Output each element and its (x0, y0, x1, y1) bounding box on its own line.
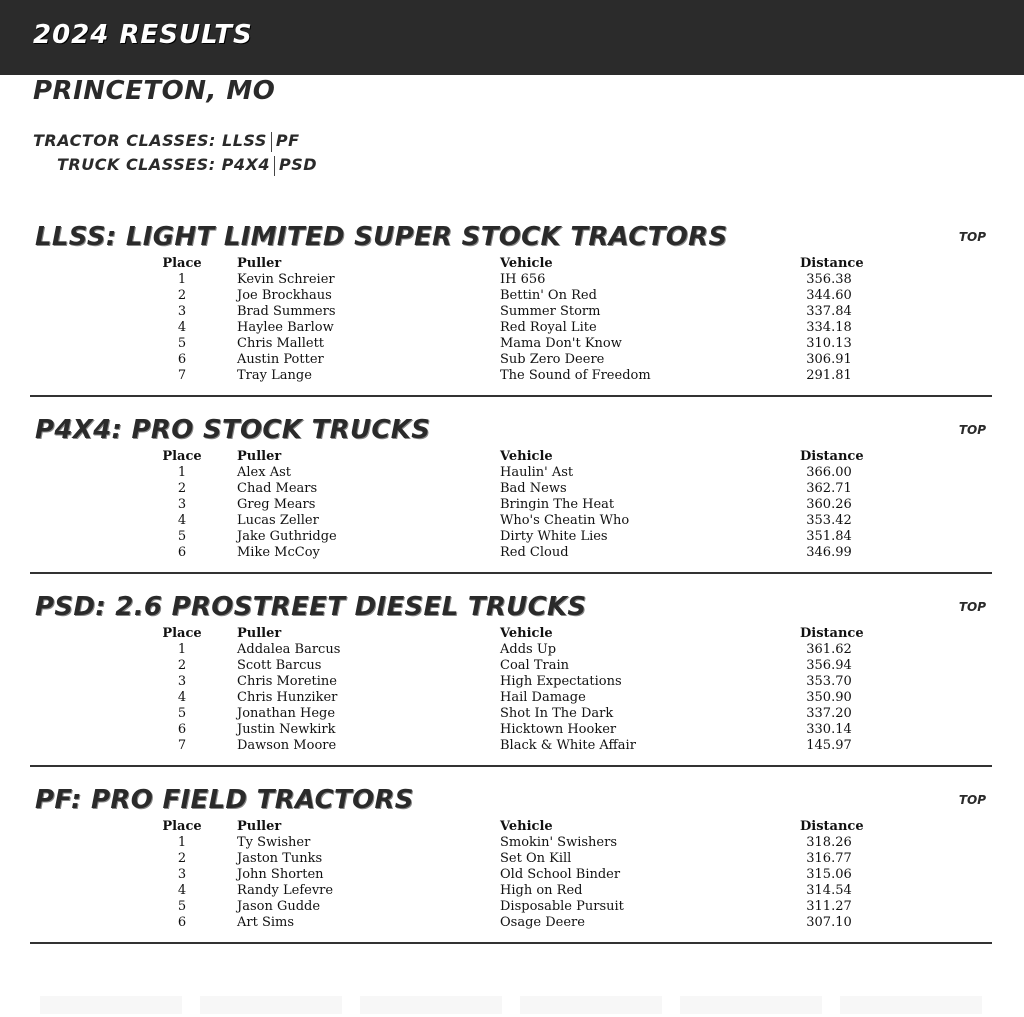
distance-header: Distance (800, 819, 864, 834)
distance-cell: 307.10 (806, 915, 852, 930)
table-header-row (30, 256, 992, 272)
back-to-top-link[interactable]: TOP (958, 793, 986, 807)
distance-cell: 314.54 (806, 883, 852, 898)
vehicle-cell: High on Red (500, 883, 583, 898)
distance-cell: 353.42 (806, 513, 852, 528)
distance-cell: 351.84 (806, 529, 852, 544)
puller-cell: John Shorten (237, 867, 324, 882)
table-row (30, 722, 992, 738)
distance-cell: 310.13 (806, 336, 852, 351)
puller-cell: Ty Swisher (237, 835, 311, 850)
section-divider (30, 395, 992, 397)
vehicle-cell: Shot In The Dark (500, 706, 614, 721)
place-cell: 3 (177, 867, 187, 882)
truck-class-nav (57, 155, 317, 176)
table-row (30, 352, 992, 368)
distance-header: Distance (800, 626, 864, 641)
class-link-psd[interactable]: PSD (279, 155, 318, 174)
place-cell: 2 (177, 481, 187, 496)
table-row (30, 513, 992, 529)
table-row (30, 658, 992, 674)
place-cell: 3 (177, 304, 187, 319)
table-row (30, 867, 992, 883)
puller-cell: Greg Mears (237, 497, 316, 512)
place-cell: 1 (177, 642, 187, 657)
distance-cell: 366.00 (806, 465, 852, 480)
place-cell: 5 (177, 529, 187, 544)
vehicle-cell: Sub Zero Deere (500, 352, 605, 367)
place-header: Place (162, 256, 202, 271)
table-row (30, 320, 992, 336)
distance-cell: 356.38 (806, 272, 852, 287)
distance-cell: 316.77 (806, 851, 852, 866)
table-row (30, 883, 992, 899)
results-table (30, 256, 992, 384)
table-header-row (30, 626, 992, 642)
distance-cell: 344.60 (806, 288, 852, 303)
tractor-classes-label: TRACTOR CLASSES: (33, 131, 216, 150)
faint-footer-strip (840, 996, 982, 1014)
puller-cell: Haylee Barlow (237, 320, 334, 335)
link-separator (271, 132, 272, 152)
section-title: LLSS: LIGHT LIMITED SUPER STOCK TRACTORS (35, 222, 728, 252)
table-row (30, 642, 992, 658)
place-header: Place (162, 449, 202, 464)
table-row (30, 674, 992, 690)
vehicle-cell: Bad News (500, 481, 567, 496)
place-cell: 1 (177, 272, 187, 287)
back-to-top-link[interactable]: TOP (958, 230, 986, 244)
table-row (30, 481, 992, 497)
distance-cell: 353.70 (806, 674, 852, 689)
table-row (30, 706, 992, 722)
place-cell: 3 (177, 497, 187, 512)
faint-footer-strip (40, 996, 182, 1014)
puller-cell: Randy Lefevre (237, 883, 334, 898)
table-row (30, 690, 992, 706)
distance-cell: 291.81 (806, 368, 852, 383)
place-header: Place (162, 819, 202, 834)
place-cell: 5 (177, 706, 187, 721)
distance-header: Distance (800, 256, 864, 271)
place-cell: 6 (177, 915, 187, 930)
table-row (30, 368, 992, 384)
vehicle-cell: Old School Binder (500, 867, 621, 882)
section-title: PSD: 2.6 PROSTREET DIESEL TRUCKS (35, 592, 587, 622)
puller-cell: Addalea Barcus (237, 642, 341, 657)
table-row (30, 272, 992, 288)
puller-cell: Mike McCoy (237, 545, 320, 560)
puller-header: Puller (237, 449, 282, 464)
puller-cell: Joe Brockhaus (237, 288, 332, 303)
vehicle-header: Vehicle (500, 449, 553, 464)
puller-cell: Dawson Moore (237, 738, 337, 753)
place-cell: 2 (177, 851, 187, 866)
back-to-top-link[interactable]: TOP (958, 423, 986, 437)
results-table (30, 626, 992, 754)
distance-cell: 361.62 (806, 642, 852, 657)
distance-cell: 337.84 (806, 304, 852, 319)
table-row (30, 835, 992, 851)
distance-cell: 311.27 (806, 899, 852, 914)
puller-cell: Chris Hunziker (237, 690, 338, 705)
puller-cell: Art Sims (237, 915, 295, 930)
faint-footer-strip (520, 996, 662, 1014)
puller-cell: Jonathan Hege (237, 706, 336, 721)
vehicle-cell: Smokin' Swishers (500, 835, 617, 850)
puller-cell: Chris Moretine (237, 674, 337, 689)
results-table (30, 449, 992, 561)
vehicle-header: Vehicle (500, 256, 553, 271)
section-divider (30, 572, 992, 574)
place-cell: 2 (177, 658, 187, 673)
table-row (30, 915, 992, 931)
place-cell: 1 (177, 465, 187, 480)
puller-cell: Chris Mallett (237, 336, 325, 351)
vehicle-cell: Osage Deere (500, 915, 585, 930)
class-link-p4x4[interactable]: P4X4 (221, 155, 270, 174)
faint-footer-strip (680, 996, 822, 1014)
event-location: PRINCETON, MO (33, 76, 276, 106)
puller-cell: Tray Lange (237, 368, 312, 383)
distance-cell: 346.99 (806, 545, 852, 560)
table-row (30, 529, 992, 545)
distance-cell: 145.97 (806, 738, 852, 753)
table-row (30, 465, 992, 481)
distance-cell: 350.90 (806, 690, 852, 705)
vehicle-cell: Red Royal Lite (500, 320, 597, 335)
table-header-row (30, 819, 992, 835)
place-cell: 5 (177, 899, 187, 914)
puller-cell: Kevin Schreier (237, 272, 335, 287)
section-divider (30, 765, 992, 767)
back-to-top-link[interactable]: TOP (958, 600, 986, 614)
place-cell: 4 (177, 320, 187, 335)
truck-classes-label: TRUCK CLASSES: (57, 155, 216, 174)
puller-cell: Alex Ast (237, 465, 291, 480)
place-cell: 6 (177, 545, 187, 560)
distance-cell: 318.26 (806, 835, 852, 850)
vehicle-cell: IH 656 (500, 272, 546, 287)
distance-cell: 330.14 (806, 722, 852, 737)
table-row (30, 545, 992, 561)
puller-cell: Jake Guthridge (237, 529, 337, 544)
distance-header: Distance (800, 449, 864, 464)
vehicle-cell: Bringin The Heat (500, 497, 615, 512)
vehicle-cell: Hicktown Hooker (500, 722, 617, 737)
vehicle-cell: Who's Cheatin Who (500, 513, 630, 528)
vehicle-cell: Black & White Affair (500, 738, 636, 753)
vehicle-cell: Haulin' Ast (500, 465, 574, 480)
link-separator (274, 156, 275, 176)
distance-cell: 306.91 (806, 352, 852, 367)
vehicle-header: Vehicle (500, 626, 553, 641)
vehicle-cell: Bettin' On Red (500, 288, 597, 303)
section-divider (30, 942, 992, 944)
vehicle-cell: Coal Train (500, 658, 569, 673)
distance-cell: 360.26 (806, 497, 852, 512)
vehicle-cell: Summer Storm (500, 304, 601, 319)
results-table (30, 819, 992, 931)
class-link-llss[interactable]: LLSS (222, 131, 267, 150)
place-cell: 4 (177, 883, 187, 898)
vehicle-cell: Set On Kill (500, 851, 572, 866)
puller-cell: Chad Mears (237, 481, 318, 496)
vehicle-cell: Red Cloud (500, 545, 569, 560)
puller-cell: Austin Potter (237, 352, 324, 367)
puller-header: Puller (237, 819, 282, 834)
vehicle-cell: Disposable Pursuit (500, 899, 624, 914)
puller-cell: Brad Summers (237, 304, 336, 319)
distance-cell: 362.71 (806, 481, 852, 496)
place-cell: 3 (177, 674, 187, 689)
section-title: PF: PRO FIELD TRACTORS (35, 785, 414, 815)
puller-header: Puller (237, 256, 282, 271)
table-row (30, 899, 992, 915)
distance-cell: 337.20 (806, 706, 852, 721)
puller-cell: Justin Newkirk (237, 722, 336, 737)
puller-cell: Jason Gudde (237, 899, 321, 914)
puller-cell: Scott Barcus (237, 658, 322, 673)
table-row (30, 851, 992, 867)
place-cell: 5 (177, 336, 187, 351)
page-header-title: 2024 RESULTS (33, 20, 253, 50)
faint-footer-strip (200, 996, 342, 1014)
vehicle-cell: Mama Don't Know (500, 336, 622, 351)
vehicle-cell: Hail Damage (500, 690, 586, 705)
place-cell: 4 (177, 690, 187, 705)
table-row (30, 738, 992, 754)
vehicle-cell: Dirty White Lies (500, 529, 608, 544)
place-cell: 1 (177, 835, 187, 850)
distance-cell: 334.18 (806, 320, 852, 335)
vehicle-cell: High Expectations (500, 674, 622, 689)
distance-cell: 356.94 (806, 658, 852, 673)
distance-cell: 315.06 (806, 867, 852, 882)
header-bar (0, 0, 1024, 75)
table-header-row (30, 449, 992, 465)
place-header: Place (162, 626, 202, 641)
vehicle-header: Vehicle (500, 819, 553, 834)
section-title: P4X4: PRO STOCK TRUCKS (35, 415, 431, 445)
place-cell: 6 (177, 352, 187, 367)
vehicle-cell: The Sound of Freedom (500, 368, 651, 383)
place-cell: 4 (177, 513, 187, 528)
place-cell: 7 (177, 738, 187, 753)
place-cell: 2 (177, 288, 187, 303)
table-row (30, 304, 992, 320)
puller-cell: Jaston Tunks (237, 851, 323, 866)
tractor-class-nav (33, 131, 300, 152)
place-cell: 7 (177, 368, 187, 383)
puller-cell: Lucas Zeller (237, 513, 319, 528)
class-link-pf[interactable]: PF (275, 131, 300, 150)
table-row (30, 336, 992, 352)
faint-footer-strip (360, 996, 502, 1014)
table-row (30, 497, 992, 513)
table-row (30, 288, 992, 304)
place-cell: 6 (177, 722, 187, 737)
vehicle-cell: Adds Up (500, 642, 557, 657)
puller-header: Puller (237, 626, 282, 641)
